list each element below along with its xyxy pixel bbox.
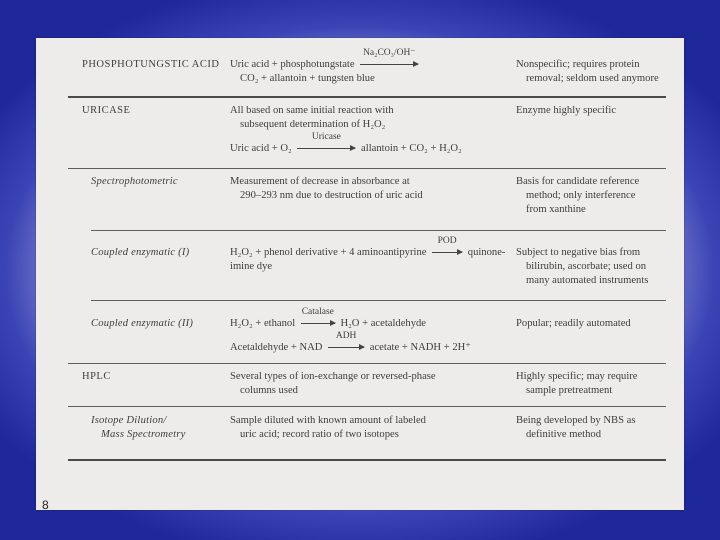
comment-line: Nonspecific; requires protein bbox=[516, 59, 640, 70]
method-line: Isotope Dilution/ bbox=[91, 415, 167, 426]
comment-line: many automated instruments bbox=[526, 275, 649, 286]
arrow-right-icon bbox=[360, 64, 418, 65]
equation-reactants: Uric acid + phosphotungstate bbox=[230, 59, 355, 70]
method-label: Coupled enzymatic (II) bbox=[91, 318, 194, 329]
table-bottom-border bbox=[68, 459, 666, 461]
principle-cell bbox=[230, 307, 510, 355]
principle-line: Several types of ion-exchange or reversed-phase bbox=[230, 371, 436, 382]
equation-products: allantoin + CO₂ + H₂O₂ bbox=[361, 143, 462, 154]
equation-products: CO₂ + allantoin + tungsten blue bbox=[240, 73, 375, 84]
principle-line: columns used bbox=[240, 385, 298, 396]
principle-cell bbox=[230, 414, 510, 442]
equation-reactants: Acetaldehyde + NAD bbox=[230, 342, 323, 353]
equation-products: quinone- bbox=[467, 247, 506, 258]
arrow-right-icon bbox=[432, 252, 462, 253]
slide-number: 8 bbox=[42, 498, 49, 512]
method-label: URICASE bbox=[82, 105, 131, 116]
comment-line: definitive method bbox=[526, 429, 602, 440]
row-divider bbox=[68, 363, 666, 364]
equation-products: acetate + NADH + 2H⁺ bbox=[369, 342, 471, 353]
method-label: PHOSPHOTUNGSTIC ACID bbox=[82, 59, 220, 70]
comment-cell bbox=[516, 104, 686, 118]
comment-line: Enzyme highly specific bbox=[516, 105, 617, 116]
comment-line: method; only interference bbox=[526, 190, 636, 201]
method-label: Spectrophotometric bbox=[91, 176, 178, 187]
comment-line: Basis for candidate reference bbox=[516, 176, 640, 187]
reaction-arrow bbox=[298, 307, 338, 331]
principle-cell bbox=[230, 104, 510, 156]
arrow-right-icon bbox=[297, 148, 355, 149]
principle-cell bbox=[230, 236, 510, 274]
equation-reactants: H₂O₂ + phenol derivative + 4 aminoantipyrine bbox=[230, 247, 427, 258]
reaction-arrow bbox=[325, 331, 367, 355]
comment-line: sample pretreatment bbox=[526, 385, 613, 396]
principle-line: All based on same initial reaction with bbox=[230, 105, 394, 116]
arrow-label: ADH bbox=[335, 331, 357, 341]
reaction-arrow bbox=[294, 132, 358, 156]
principle-cell bbox=[230, 48, 510, 86]
comment-cell bbox=[516, 246, 686, 288]
arrow-label: POD bbox=[437, 236, 457, 246]
principle-line: 290–293 nm due to destruction of uric acid bbox=[240, 190, 423, 201]
comment-line: Subject to negative bias from bbox=[516, 247, 641, 258]
reaction-arrow bbox=[429, 236, 465, 260]
method-label: HPLC bbox=[82, 371, 111, 382]
row-divider bbox=[91, 300, 666, 301]
principle-line: uric acid; record ratio of two isotopes bbox=[240, 429, 399, 440]
equation-reactants: Uric acid + O₂ bbox=[230, 143, 292, 154]
comment-line: Highly specific; may require bbox=[516, 371, 638, 382]
principle-cell bbox=[230, 175, 510, 203]
row-divider bbox=[68, 168, 666, 169]
comment-cell bbox=[516, 58, 686, 86]
principle-line: imine dye bbox=[230, 261, 273, 272]
arrow-label: Na₂CO₃/OH⁻ bbox=[363, 48, 416, 58]
row-divider bbox=[68, 96, 666, 98]
row-divider bbox=[68, 406, 666, 407]
principle-line: subsequent determination of H₂O₂ bbox=[240, 119, 386, 130]
arrow-label: Uricase bbox=[311, 132, 341, 142]
comment-line: removal; seldom used anymore bbox=[526, 73, 659, 84]
arrow-right-icon bbox=[328, 347, 364, 348]
principle-cell bbox=[230, 370, 510, 398]
arrow-right-icon bbox=[301, 323, 335, 324]
method-label: Coupled enzymatic (I) bbox=[91, 247, 190, 258]
reaction-arrow bbox=[357, 48, 421, 72]
comment-line: from xanthine bbox=[526, 204, 586, 215]
comment-cell bbox=[516, 414, 686, 442]
equation-reactants: H₂O₂ + ethanol bbox=[230, 318, 296, 329]
comment-cell bbox=[516, 175, 686, 217]
comment-line: Being developed by NBS as bbox=[516, 415, 636, 426]
method-label bbox=[91, 414, 186, 442]
scanned-table-page bbox=[36, 38, 684, 510]
comment-cell bbox=[516, 317, 686, 331]
principle-line: Sample diluted with known amount of labeled bbox=[230, 415, 426, 426]
arrow-label: Catalase bbox=[301, 307, 334, 317]
comment-line: Popular; readily automated bbox=[516, 318, 631, 329]
method-line: Mass Spectrometry bbox=[101, 429, 186, 440]
comment-line: bilirubin, ascorbate; used on bbox=[526, 261, 647, 272]
row-divider bbox=[91, 230, 666, 231]
principle-line: Measurement of decrease in absorbance at bbox=[230, 176, 410, 187]
comment-cell bbox=[516, 370, 686, 398]
equation-products: H₂O + acetaldehyde bbox=[340, 318, 427, 329]
